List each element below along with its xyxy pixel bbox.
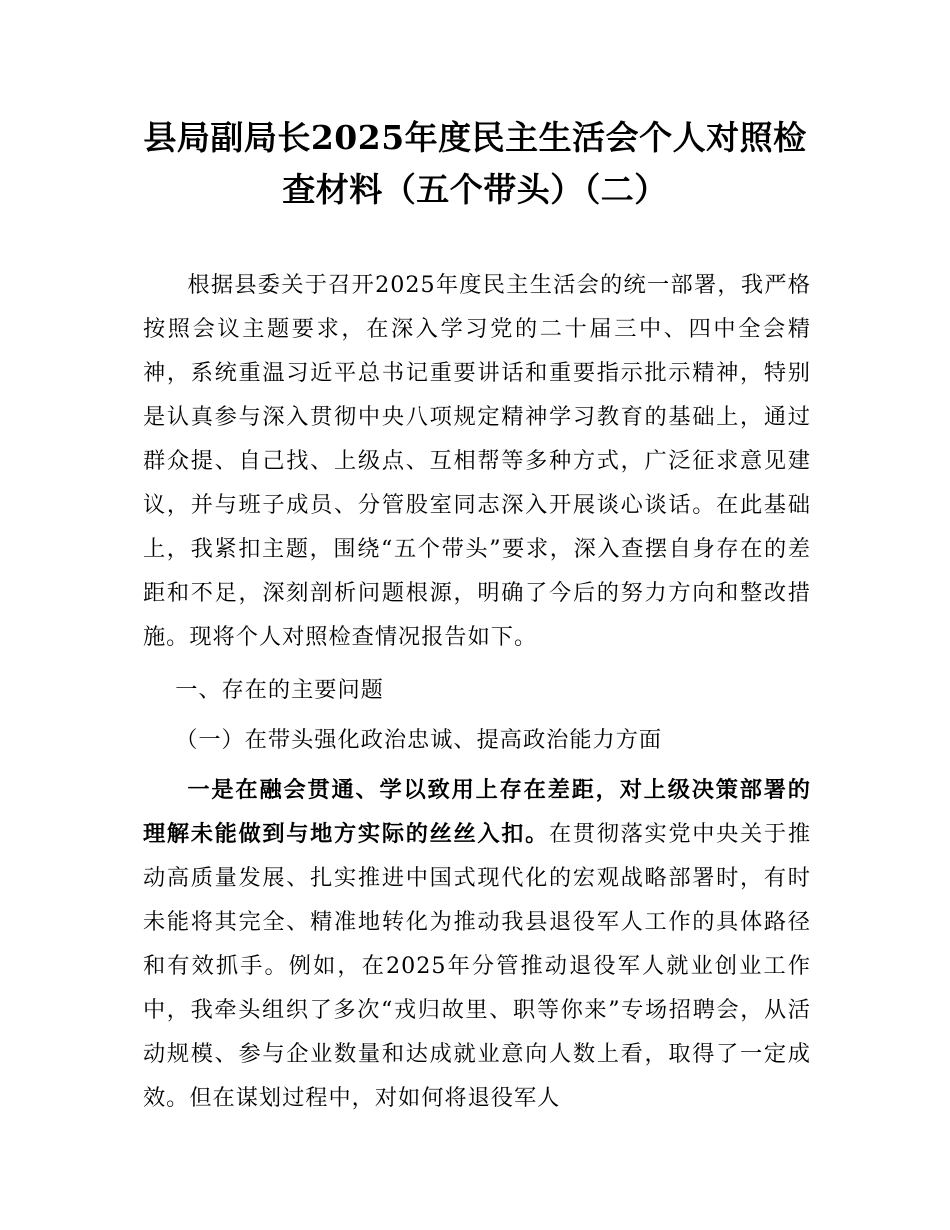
point-lead-sentence: 一是在融会贯通、学以致用上存在差距，对上级决策部署的理解未能做到与地方实际的丝丝入扣。 [143,777,811,847]
document-title: 县局副局长2025年度民主生活会个人对照检查材料（五个带头）（二） [143,118,807,209]
point-body-text: 在贯彻落实党中央关于推动高质量发展、扎实推进中国式现代化的宏观战略部署时，有时未能将其完全、精准地转化为推动我县退役军人工作的具体路径和有效抓手。例如，在2025年分管推动退役军人就业创业工作中，我牵头组织了多次“戎归故里、职等你来”专场招聘会，从活动规模、参与企业数量和达成就业意向人数上看，取得了一定成效。但在谋划过程中，对如何将退役军人 [143,821,812,1111]
document-body [143,263,811,1120]
section-heading: 一、存在的主要问题 [175,677,384,703]
intro-paragraph: 根据县委关于召开2025年度民主生活会的统一部署，我严格按照会议主题要求，在深入学习党的二十届三中、四中全会精神，系统重温习近平总书记重要讲话和重要指示批示精神，特别是认真参与深入贯彻中央八项规定精神学习教育的基础上，通过群众提、自己找、上级点、互相帮等多种方式，广泛征求意见建议，并与班子成员、分管股室同志深入开展谈心谈话。在此基础上，我紧扣主题，围绕“五个带头”要求，深入查摆自身存在的差距和不足，深刻剖析问题根源，明确了今后的努力方向和整改措施。现将个人对照检查情况报告如下。 [143,272,811,650]
subsection-heading: （一）在带头强化政治忠诚、提高政治能力方面 [175,727,663,753]
point-paragraph [143,768,811,1120]
